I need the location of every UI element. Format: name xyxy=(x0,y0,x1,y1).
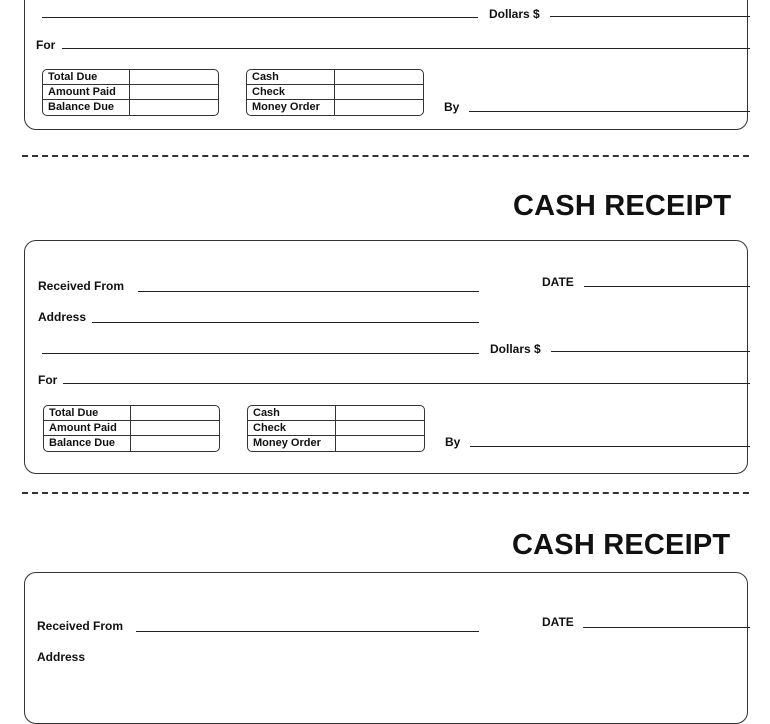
cash-label: Cash xyxy=(247,70,335,85)
cash-label: Cash xyxy=(248,406,336,421)
cut-line xyxy=(22,155,749,157)
date-line[interactable] xyxy=(584,286,750,287)
by-label: By xyxy=(445,435,461,449)
money-order-field[interactable] xyxy=(336,436,424,451)
money-order-label: Money Order xyxy=(247,100,335,115)
cash-field[interactable] xyxy=(336,406,424,421)
check-label: Check xyxy=(247,85,335,100)
total-due-label: Total Due xyxy=(44,406,131,421)
cut-line xyxy=(22,492,749,494)
check-field[interactable] xyxy=(335,85,423,100)
money-order-label: Money Order xyxy=(248,436,336,451)
by-signature-line[interactable] xyxy=(469,111,750,112)
payment-method-table xyxy=(247,405,425,452)
cash-field[interactable] xyxy=(335,70,423,85)
total-due-field[interactable] xyxy=(131,406,219,421)
date-label: DATE xyxy=(542,615,574,629)
amount-paid-field[interactable] xyxy=(130,85,218,100)
amount-paid-label: Amount Paid xyxy=(43,85,130,100)
total-due-field[interactable] xyxy=(130,70,218,85)
address-label: Address xyxy=(37,650,86,664)
receipt-title: CASH RECEIPT xyxy=(513,190,732,222)
total-due-label: Total Due xyxy=(43,70,130,85)
date-line[interactable] xyxy=(583,627,750,628)
for-label: For xyxy=(38,373,58,387)
by-signature-line[interactable] xyxy=(470,446,750,447)
received-from-line[interactable] xyxy=(138,291,479,292)
dollars-label: Dollars $ xyxy=(489,7,540,21)
amount-paid-label: Amount Paid xyxy=(44,421,131,436)
balance-due-field[interactable] xyxy=(131,436,219,451)
dollars-amount-line[interactable] xyxy=(551,351,750,352)
received-from-label: Received From xyxy=(38,279,125,293)
for-label: For xyxy=(36,38,56,52)
received-from-line[interactable] xyxy=(136,631,479,632)
dollars-amount-line[interactable] xyxy=(550,16,750,17)
amount-paid-field[interactable] xyxy=(131,421,219,436)
receipt-title: CASH RECEIPT xyxy=(512,529,731,561)
address-line[interactable] xyxy=(92,322,479,323)
money-order-field[interactable] xyxy=(335,100,423,115)
totals-table xyxy=(43,405,220,452)
for-line[interactable] xyxy=(63,383,750,384)
date-label: DATE xyxy=(542,275,574,289)
address-label: Address xyxy=(38,310,87,324)
by-label: By xyxy=(444,100,460,114)
totals-table xyxy=(42,69,219,116)
received-from-label: Received From xyxy=(37,619,124,633)
check-field[interactable] xyxy=(336,421,424,436)
dollars-label: Dollars $ xyxy=(490,342,541,356)
for-line[interactable] xyxy=(62,48,750,49)
balance-due-field[interactable] xyxy=(130,100,218,115)
receipt-3-frame xyxy=(24,572,748,724)
amount-in-words-line[interactable] xyxy=(42,17,478,18)
balance-due-label: Balance Due xyxy=(44,436,131,451)
amount-in-words-line[interactable] xyxy=(42,353,479,354)
payment-method-table xyxy=(246,69,424,116)
balance-due-label: Balance Due xyxy=(43,100,130,115)
check-label: Check xyxy=(248,421,336,436)
